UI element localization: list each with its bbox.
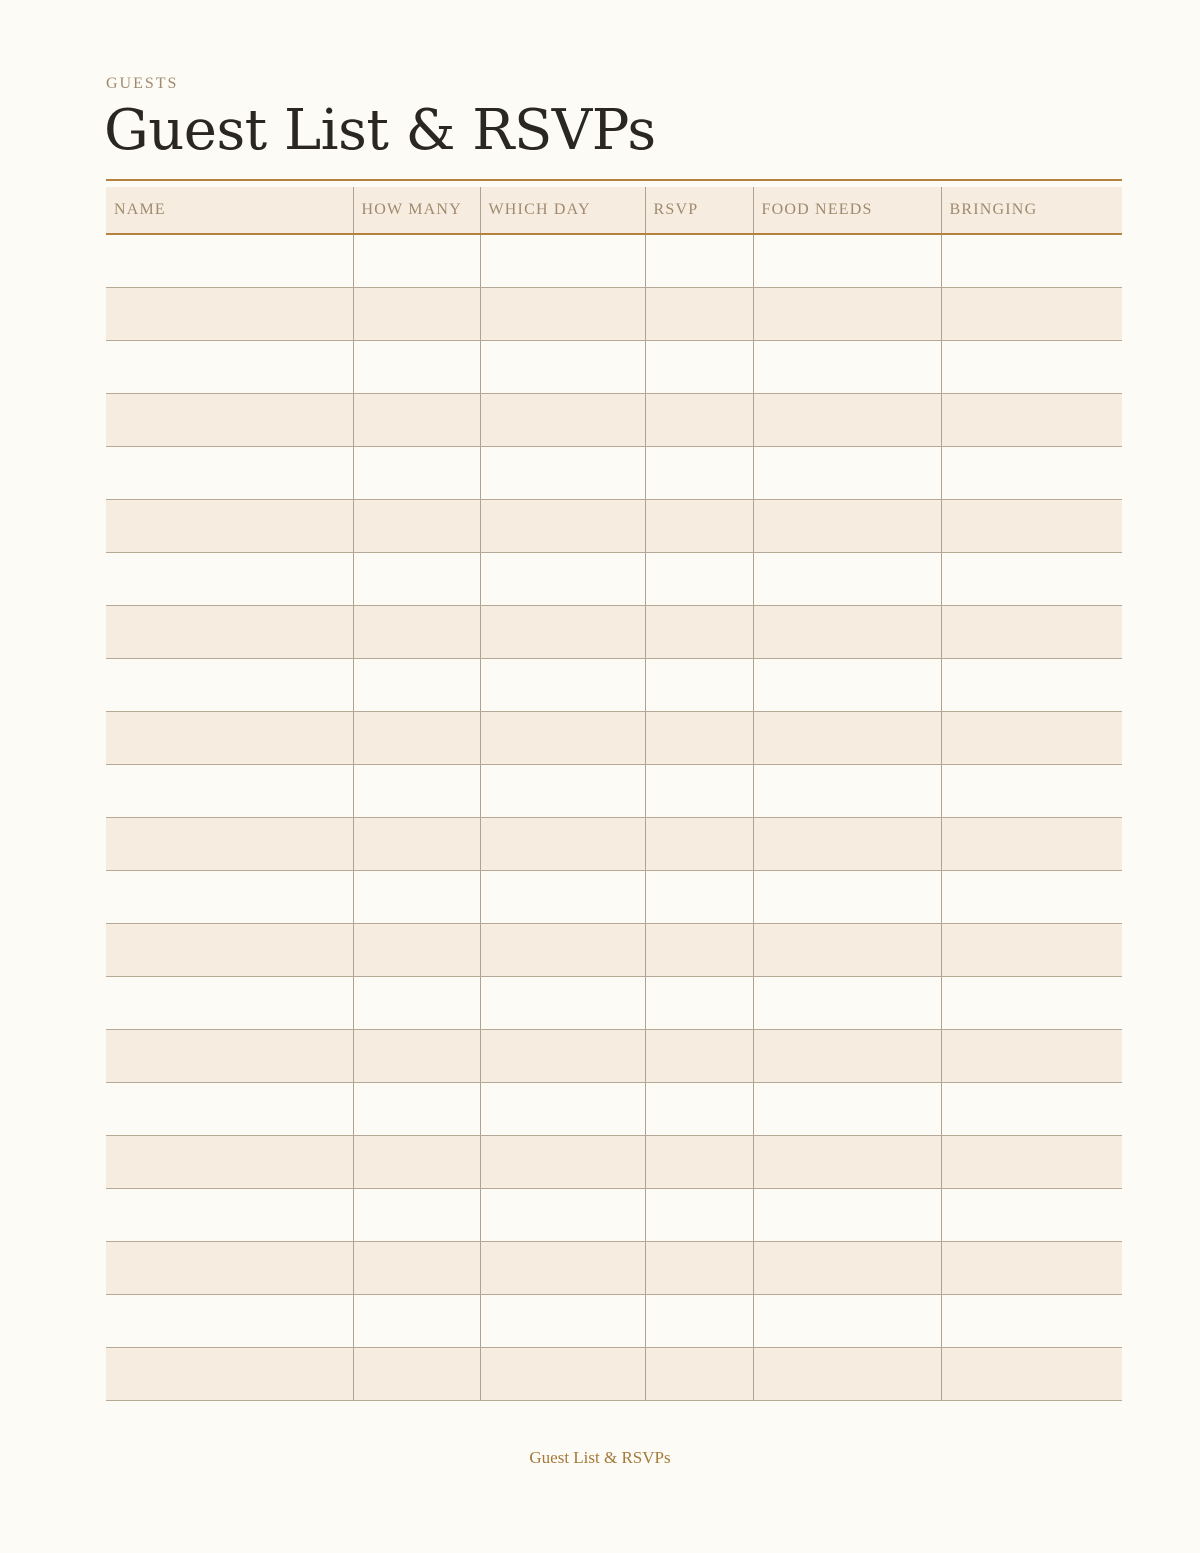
cell-rsvp[interactable] [645, 606, 753, 659]
cell-how-many[interactable] [353, 447, 480, 500]
cell-how-many[interactable] [353, 341, 480, 394]
cell-rsvp[interactable] [645, 341, 753, 394]
cell-name[interactable] [106, 553, 353, 606]
cell-how-many[interactable] [353, 1136, 480, 1189]
cell-bringing[interactable] [941, 553, 1122, 606]
table-row [106, 447, 1122, 500]
column-header-how-many: HOW MANY [353, 187, 480, 234]
cell-food-needs[interactable] [753, 1295, 941, 1348]
cell-which-day[interactable] [480, 818, 645, 871]
table-row [106, 1083, 1122, 1136]
cell-name[interactable] [106, 341, 353, 394]
cell-which-day[interactable] [480, 341, 645, 394]
cell-which-day[interactable] [480, 1030, 645, 1083]
cell-bringing[interactable] [941, 394, 1122, 447]
table-row [106, 1295, 1122, 1348]
cell-rsvp[interactable] [645, 553, 753, 606]
cell-how-many[interactable] [353, 553, 480, 606]
cell-rsvp[interactable] [645, 765, 753, 818]
cell-how-many[interactable] [353, 765, 480, 818]
cell-name[interactable] [106, 765, 353, 818]
cell-rsvp[interactable] [645, 1030, 753, 1083]
cell-which-day[interactable] [480, 234, 645, 288]
cell-which-day[interactable] [480, 871, 645, 924]
cell-bringing[interactable] [941, 871, 1122, 924]
cell-which-day[interactable] [480, 1136, 645, 1189]
title-divider [106, 179, 1122, 181]
cell-rsvp[interactable] [645, 1348, 753, 1401]
cell-bringing[interactable] [941, 712, 1122, 765]
cell-food-needs[interactable] [753, 924, 941, 977]
cell-bringing[interactable] [941, 977, 1122, 1030]
cell-rsvp[interactable] [645, 500, 753, 553]
cell-rsvp[interactable] [645, 234, 753, 288]
cell-name[interactable] [106, 659, 353, 712]
cell-which-day[interactable] [480, 288, 645, 341]
table-row [106, 1189, 1122, 1242]
cell-rsvp[interactable] [645, 977, 753, 1030]
cell-food-needs[interactable] [753, 1242, 941, 1295]
table-row [106, 765, 1122, 818]
cell-which-day[interactable] [480, 500, 645, 553]
cell-bringing[interactable] [941, 288, 1122, 341]
cell-how-many[interactable] [353, 288, 480, 341]
cell-how-many[interactable] [353, 234, 480, 288]
table-row [106, 712, 1122, 765]
cell-rsvp[interactable] [645, 818, 753, 871]
cell-which-day[interactable] [480, 1295, 645, 1348]
cell-which-day[interactable] [480, 1083, 645, 1136]
page-title: Guest List & RSVPs [104, 98, 656, 163]
cell-bringing[interactable] [941, 1348, 1122, 1401]
table-row [106, 977, 1122, 1030]
cell-bringing[interactable] [941, 1295, 1122, 1348]
cell-food-needs[interactable] [753, 818, 941, 871]
cell-rsvp[interactable] [645, 924, 753, 977]
cell-rsvp[interactable] [645, 1083, 753, 1136]
cell-which-day[interactable] [480, 606, 645, 659]
cell-which-day[interactable] [480, 712, 645, 765]
cell-bringing[interactable] [941, 606, 1122, 659]
cell-bringing[interactable] [941, 500, 1122, 553]
cell-name[interactable] [106, 1030, 353, 1083]
cell-food-needs[interactable] [753, 1348, 941, 1401]
cell-bringing[interactable] [941, 1136, 1122, 1189]
cell-which-day[interactable] [480, 924, 645, 977]
cell-bringing[interactable] [941, 1189, 1122, 1242]
table-row [106, 234, 1122, 288]
column-header-which-day: WHICH DAY [480, 187, 645, 234]
cell-food-needs[interactable] [753, 1030, 941, 1083]
cell-how-many[interactable] [353, 394, 480, 447]
cell-how-many[interactable] [353, 871, 480, 924]
cell-food-needs[interactable] [753, 871, 941, 924]
cell-how-many[interactable] [353, 500, 480, 553]
table-row [106, 500, 1122, 553]
cell-bringing[interactable] [941, 447, 1122, 500]
cell-name[interactable] [106, 818, 353, 871]
cell-which-day[interactable] [480, 1242, 645, 1295]
cell-rsvp[interactable] [645, 871, 753, 924]
cell-name[interactable] [106, 1295, 353, 1348]
cell-bringing[interactable] [941, 924, 1122, 977]
cell-food-needs[interactable] [753, 712, 941, 765]
cell-food-needs[interactable] [753, 1083, 941, 1136]
cell-name[interactable] [106, 1189, 353, 1242]
cell-food-needs[interactable] [753, 977, 941, 1030]
table-row [106, 871, 1122, 924]
cell-how-many[interactable] [353, 818, 480, 871]
column-header-name: NAME [106, 187, 353, 234]
cell-name[interactable] [106, 712, 353, 765]
cell-name[interactable] [106, 871, 353, 924]
cell-name[interactable] [106, 1083, 353, 1136]
cell-rsvp[interactable] [645, 447, 753, 500]
cell-food-needs[interactable] [753, 500, 941, 553]
cell-rsvp[interactable] [645, 712, 753, 765]
cell-food-needs[interactable] [753, 606, 941, 659]
cell-how-many[interactable] [353, 712, 480, 765]
table-row [106, 924, 1122, 977]
cell-food-needs[interactable] [753, 288, 941, 341]
cell-food-needs[interactable] [753, 1189, 941, 1242]
cell-rsvp[interactable] [645, 1242, 753, 1295]
cell-bringing[interactable] [941, 234, 1122, 288]
cell-food-needs[interactable] [753, 234, 941, 288]
table-row [106, 606, 1122, 659]
cell-bringing[interactable] [941, 765, 1122, 818]
cell-rsvp[interactable] [645, 1136, 753, 1189]
cell-bringing[interactable] [941, 1083, 1122, 1136]
cell-food-needs[interactable] [753, 659, 941, 712]
table-body [106, 234, 1122, 1401]
cell-which-day[interactable] [480, 394, 645, 447]
cell-food-needs[interactable] [753, 341, 941, 394]
table-row [106, 659, 1122, 712]
cell-which-day[interactable] [480, 659, 645, 712]
table-row [106, 341, 1122, 394]
cell-which-day[interactable] [480, 977, 645, 1030]
table-row [106, 1348, 1122, 1401]
cell-which-day[interactable] [480, 765, 645, 818]
cell-rsvp[interactable] [645, 1295, 753, 1348]
cell-how-many[interactable] [353, 1030, 480, 1083]
guest-table [106, 187, 1122, 1401]
cell-how-many[interactable] [353, 1083, 480, 1136]
column-header-rsvp: RSVP [645, 187, 753, 234]
cell-how-many[interactable] [353, 1295, 480, 1348]
cell-bringing[interactable] [941, 1030, 1122, 1083]
cell-food-needs[interactable] [753, 765, 941, 818]
cell-food-needs[interactable] [753, 1136, 941, 1189]
table-row [106, 1242, 1122, 1295]
table-row [106, 818, 1122, 871]
cell-name[interactable] [106, 606, 353, 659]
table-row [106, 1136, 1122, 1189]
cell-bringing[interactable] [941, 1242, 1122, 1295]
cell-food-needs[interactable] [753, 447, 941, 500]
cell-name[interactable] [106, 394, 353, 447]
cell-name[interactable] [106, 1348, 353, 1401]
cell-which-day[interactable] [480, 447, 645, 500]
cell-how-many[interactable] [353, 1242, 480, 1295]
table-row [106, 288, 1122, 341]
cell-name[interactable] [106, 500, 353, 553]
cell-how-many[interactable] [353, 606, 480, 659]
cell-how-many[interactable] [353, 924, 480, 977]
column-header-bringing: BRINGING [941, 187, 1122, 234]
cell-rsvp[interactable] [645, 394, 753, 447]
cell-name[interactable] [106, 1136, 353, 1189]
cell-food-needs[interactable] [753, 394, 941, 447]
cell-rsvp[interactable] [645, 659, 753, 712]
cell-name[interactable] [106, 447, 353, 500]
cell-rsvp[interactable] [645, 1189, 753, 1242]
cell-bringing[interactable] [941, 818, 1122, 871]
cell-bringing[interactable] [941, 341, 1122, 394]
cell-name[interactable] [106, 234, 353, 288]
section-eyebrow: GUESTS [106, 75, 179, 92]
cell-which-day[interactable] [480, 1348, 645, 1401]
column-header-food-needs: FOOD NEEDS [753, 187, 941, 234]
cell-food-needs[interactable] [753, 553, 941, 606]
cell-rsvp[interactable] [645, 288, 753, 341]
table-row [106, 394, 1122, 447]
table-row [106, 1030, 1122, 1083]
cell-which-day[interactable] [480, 1189, 645, 1242]
table-row [106, 553, 1122, 606]
cell-name[interactable] [106, 977, 353, 1030]
cell-name[interactable] [106, 288, 353, 341]
cell-how-many[interactable] [353, 1189, 480, 1242]
cell-how-many[interactable] [353, 1348, 480, 1401]
cell-which-day[interactable] [480, 553, 645, 606]
cell-how-many[interactable] [353, 659, 480, 712]
page-footer: Guest List & RSVPs [529, 1448, 671, 1467]
cell-how-many[interactable] [353, 977, 480, 1030]
table-header-row [106, 187, 1122, 234]
cell-name[interactable] [106, 924, 353, 977]
cell-name[interactable] [106, 1242, 353, 1295]
cell-bringing[interactable] [941, 659, 1122, 712]
